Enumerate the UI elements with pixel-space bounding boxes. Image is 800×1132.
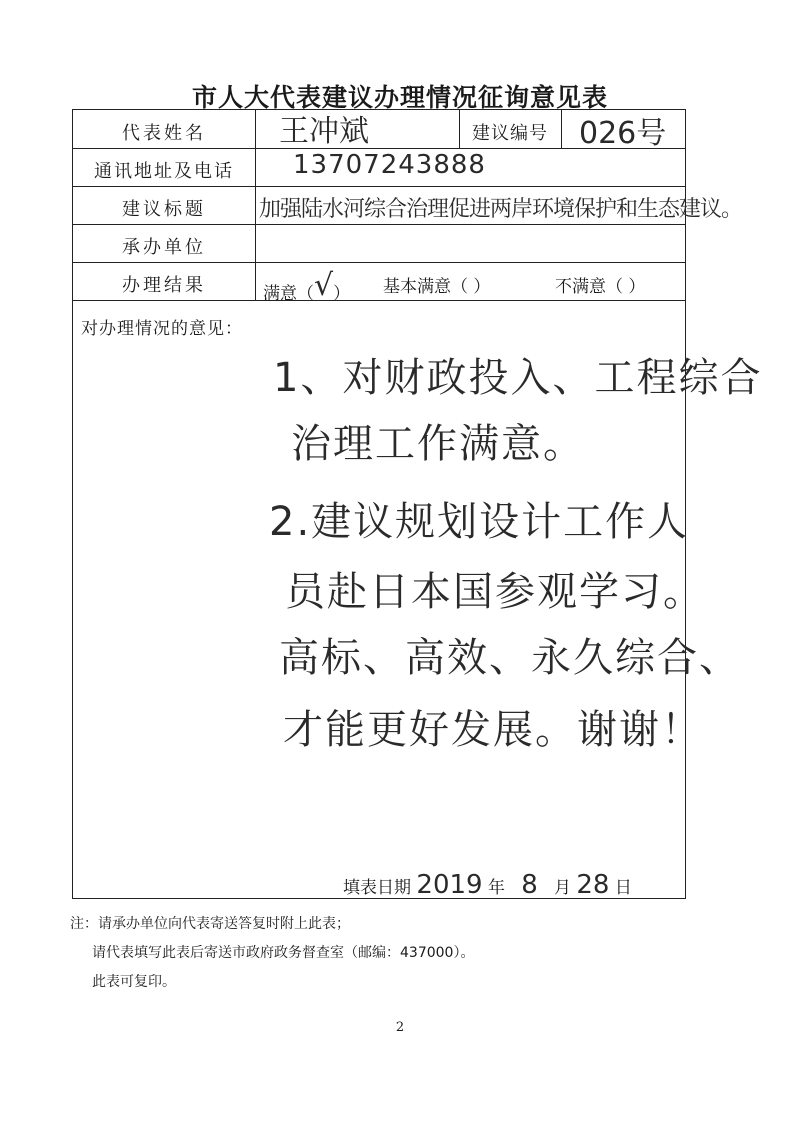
- opinion-label: 对办理情况的意见：: [81, 319, 243, 339]
- date-label: 填表日期: [343, 878, 411, 898]
- row-divider: [73, 186, 685, 187]
- date-month: 8: [521, 870, 538, 900]
- column-divider: [561, 110, 562, 148]
- row-divider: [73, 262, 685, 263]
- opinion-line: 治理工作满意。: [291, 421, 585, 467]
- opinion-line: 才能更好发展。谢谢！: [283, 707, 703, 753]
- result-unsatisfied: 不满意（ ）: [555, 277, 646, 297]
- opinion-line: 员赴日本国参观学习。: [285, 569, 705, 615]
- name-label: 代表姓名: [122, 123, 206, 144]
- note-line: 请代表填写此表后寄送市政府政务督查室（邮编：437000）。: [92, 945, 475, 961]
- name-value: 王冲斌: [279, 114, 369, 149]
- result-label: 办理结果: [122, 275, 206, 296]
- date-year: 2019: [416, 870, 483, 900]
- satisfied-close: ）: [333, 284, 351, 304]
- contact-value: 13707243888: [293, 150, 486, 180]
- opinion-line: 1、对财政投入、工程综合: [273, 355, 763, 401]
- result-satisfied: [263, 268, 351, 307]
- check-mark-icon: √: [314, 268, 334, 303]
- subject-value: 加强陆水河综合治理促进两岸环境保护和生态建议。: [259, 197, 743, 222]
- row-divider: [73, 224, 685, 225]
- number-value: 026号: [579, 116, 667, 151]
- date-month-unit: 月: [553, 878, 571, 898]
- satisfied-label: 满意（: [263, 284, 314, 304]
- opinion-line: 2.建议规划设计工作人: [269, 499, 690, 545]
- opinion-line: 高标、高效、永久综合、: [279, 635, 741, 681]
- unit-label: 承办单位: [122, 237, 206, 258]
- column-divider: [255, 110, 256, 300]
- row-divider: [73, 300, 685, 301]
- contact-label: 通讯地址及电话: [94, 161, 234, 182]
- fill-date: [343, 870, 632, 900]
- subject-label: 建议标题: [122, 199, 206, 220]
- footnotes: [70, 910, 475, 997]
- page-number: 2: [395, 1020, 405, 1035]
- form-title: 市人大代表建议办理情况征询意见表: [191, 83, 608, 112]
- note-line: 此表可复印。: [92, 974, 176, 990]
- result-basic-satisfied: 基本满意（ ）: [383, 277, 491, 297]
- note-line: 注：请承办单位向代表寄送答复时附上此表；: [70, 916, 350, 932]
- date-year-unit: 年: [487, 878, 505, 898]
- date-day-unit: 日: [614, 878, 632, 898]
- date-day: 28: [576, 870, 610, 900]
- opinion-form-table: [72, 109, 763, 900]
- number-label: 建议编号: [472, 123, 548, 144]
